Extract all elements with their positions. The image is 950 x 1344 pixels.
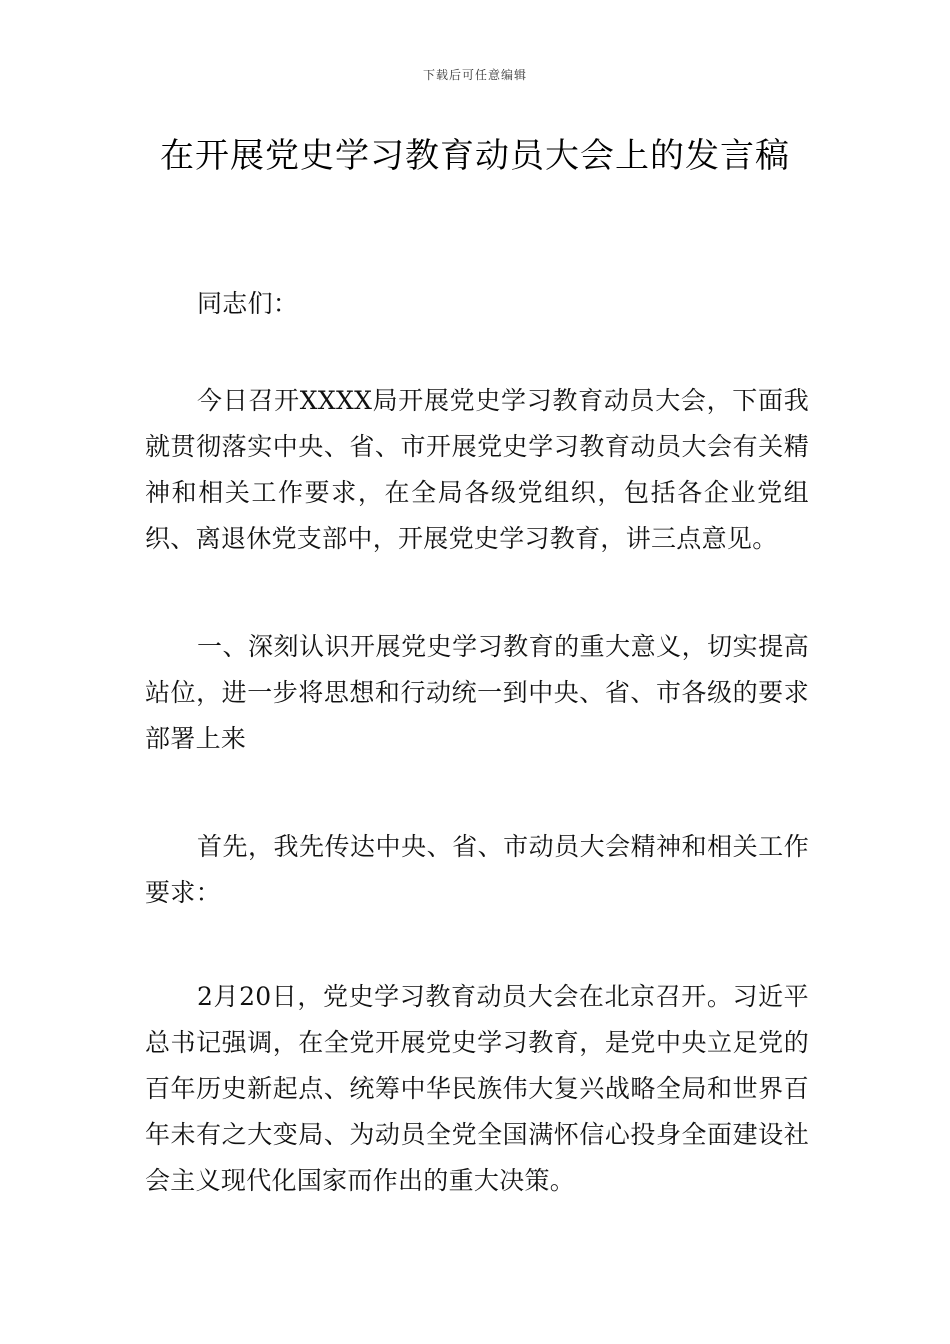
document-title: 在开展党史学习教育动员大会上的发言稿: [160, 136, 790, 176]
header-note: 下载后可任意编辑: [422, 68, 527, 82]
paragraph-feb20: 2月20日，党史学习教育动员大会在北京召开。习近平总书记强调，在全党开展党史学习教育，是党中央立足党的百年历史新起点、统筹中华民族伟大复兴战略全局和世界百年未有之大变局、为动员全党全国满怀信心投身全面建设社会主义现代化国家而作出的重大决策。: [145, 982, 809, 1195]
paragraph-section-one-heading: 一、深刻认识开展党史学习教育的重大意义，切实提高站位，进一步将思想和行动统一到中央、省、市各级的要求部署上来: [145, 632, 809, 753]
paragraph-first: 首先，我先传达中央、省、市动员大会精神和相关工作要求：: [145, 832, 809, 907]
paragraph-salutation: 同志们：: [197, 289, 299, 318]
paragraph-intro: 今日召开XXXX局开展党史学习教育动员大会，下面我就贯彻落实中央、省、市开展党史学习教育动员大会有关精神和相关工作要求，在全局各级党组织，包括各企业党组织、离退休党支部中，开展党史学习教育，讲三点意见。: [145, 386, 809, 553]
